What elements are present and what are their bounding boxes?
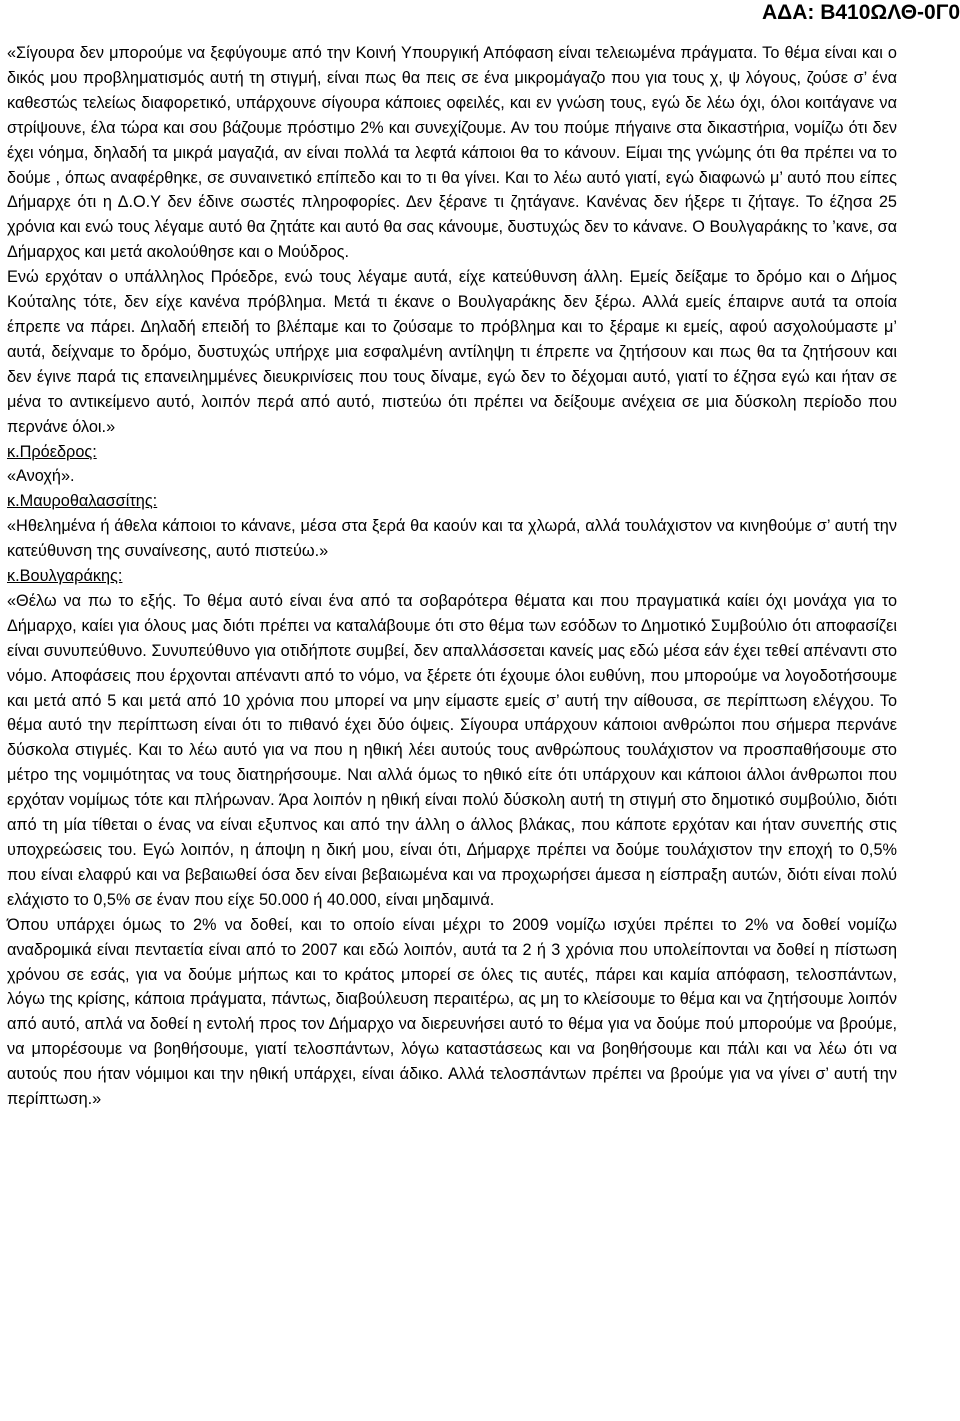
paragraph: Όπου υπάρχει όμως το 2% να δοθεί, και το οποίο είναι μέχρι το 2009 νομίζω ισχύει πρέπει το 2% να δοθεί νομίζω αναδρομικά είναι πενταετία είναι από το 2007 και εδώ λοιπόν, αυτά τα 2 ή 3 χρόνια που υπολείπονται να δοθεί η πίστωση χρόνου σε εσάς, για να δούμε μήπως και το κράτος μπορεί σε όλες τις αυτές, πάρει και καμία απόφαση, τελοσπάντων, λόγω της κρίσης, κάποια πράγματα, πάντως, διαβούλευση περαιτέρω, ας μη το κλείσουμε το θέμα και να ζητήσουμε λοιπόν από αυτό, απλά να δοθεί η εντολή προς τον Δήμαρχο να διερευνήσει αυτό το θέμα για να δούμε πού μπορούμε να βρούμε, να μπορέσουμε να βοηθήσουμε, γιατί τελοσπάντων, λόγω καταστάσεως και να βοηθήσουμε και πάλι και να λέω ότι να αυτούς που ήταν νόμιμοι και την ηθική υπάρχει, είναι άδικο. Αλλά τελοσπάντων πρέπει να βρούμε για να γίνει σ’ αυτή την περίπτωση.» — [7, 915, 897, 1109]
paragraph: Ενώ ερχόταν ο υπάλληλος Πρόεδρε, ενώ τους λέγαμε αυτά, είχε κατεύθυνση άλλη. Εμείς δείξαμε το δρόμο και ο Δήμος Κούταλης τότε, δεν είχε κανένα πρόβλημα. Μετά τι έκανε ο Βουλγαράκης δεν ξέρω. Αλλά εμείς έπαιρνε αυτά τα οποία έπρεπε να πάρει. Δηλαδή επειδή το βλέπαμε και το ζούσαμε το πρόβλημα και το ξέραμε κι εμείς, αφού ασχολούμαστε μ’ αυτά, δείχναμε το δρόμο, δυστυχώς υπήρχε μια εσφαλμένη αντίληψη τι έπρεπε να ζητήσουν και πως θα τα ζητήσουν και δεν έγινε παρά τις επανειλημμένες διευκρινίσεις που τους δίναμε, εγώ δεν το δέχομαι αυτό, γιατί το έζησα εγώ και ήταν σε μένα το αντικείμενο αυτό, λοιπόν περά από αυτό, πιστεύω ότι πρέπει να δείξουμε ανέχεια σε μια δύσκολη περίοδο που περνάνε όλοι.» — [7, 268, 897, 436]
paragraph: «Θέλω να πω το εξής. Το θέμα αυτό είναι ένα από τα σοβαρότερα θέματα και που πραγματικά καίει όχι μονάχα για το Δήμαρχο, καίει για όλους μας διότι πρέπει να καταλάβουμε ότι στο θέμα των εσόδων το Δημοτικό Συμβούλιο ότι αποφασίζει είναι συνυπεύθυνο. Συνυπεύθυνο για οτιδήποτε συμβεί, δεν απαλλάσσεται κανείς μας εδώ μέσα εάν έχει τεθεί απέναντι στο νόμο. Αποφάσεις που έρχονται απέναντι από το νόμο, να ξέρετε ότι έχουμε όλοι ευθύνη, που μπορούμε να λογοδοτήσουμε και μετά από 5 και μετά από 10 χρόνια που μπορεί να μην είμαστε εμείς σ’ αυτή την αίθουσα, σε περίπτωση ελέγχου. Το θέμα αυτό την περίπτωση είναι ότι το πιθανό έχει δύο όψεις. Σίγουρα υπάρχουν κάποιοι ανθρώποι που σήμερα περνάνε δύσκολα στιγμές. Και το λέω αυτό για να που η ηθική λέει αυτούς τους ανθρώπους τουλάχιστον να προσπαθήσουμε στο μέτρο της νομιμότητας να τους διατηρήσουμε. Ναι αλλά όμως το ηθικό είτε ότι υπάρχουν και κάποιοι άλλοι άνθρωποι που ερχόταν νομίμως τότε και πλήρωναν. Άρα λοιπόν η ηθική είναι πολύ δύσκολη αυτή τη στιγμή στο δημοτικό συμβούλιο, διότι από τη μία τίθεται ο ένας να είναι εξυπνος και από την άλλη ο άλλος βλάκας, που κάποτε ερχόταν και ήταν συνεπής στις υποχρεώσεις του. Εγώ λοιπόν, η άποψη η δική μου, είναι ότι, Δήμαρχε πρέπει να δούμε τουλάχιστον την εποχή το 0,5% που είναι ελαφρύ και να βεβαιωθεί όσα δεν είναι βεβαιωμένα και να προχωρήσει άμεσα η είσπραξη αυτών, διότι είναι πολύ ελάχιστο το 0,5% σε έναν που είχε 50.000 ή 40.000, είναι μηδαμινά. — [7, 591, 897, 909]
speaker-name: κ.Μαυροθαλασσίτης: — [7, 492, 158, 511]
speaker-name: κ.Βουλγαράκης: — [7, 567, 123, 586]
paragraph: «Σίγουρα δεν μπορούμε να ξεφύγουμε από την Κοινή Υπουργική Απόφαση είναι τελειωμένα πράγματα. Το θέμα είναι και ο δικός μου προβληματισμός αυτή τη στιγμή, είναι πως θα πεις σε ένα μικρομάγαζο που για τους χ, ψ λόγους, ζούσε σ’ ένα καθεστώς τελείως διαφορετικό, υπάρχουνε σίγουρα κάποιες οφειλές, και εν γνώση τους, εγώ δε λέω όχι, όλοι κοιτάγανε να στρίψουνε, έλα τώρα και σου βάζουμε πρόστιμο 2% και συνεχίζουμε. Αν του πούμε πήγαινε στα δικαστήρια, νομίζω ότι δεν έχει νόημα, δηλαδή τα μικρά μαγαζιά, αν είναι πολλά τα λεφτά κάποιοι θα το κάνουν. Είμαι της γνώμης ότι θα πρέπει να το δούμε , όπως αναφέρθηκε, σε συναινετικό επίπεδο και το τι θα γίνει. Και το λέω αυτό γιατί, εγώ διαφωνώ μ’ αυτό που είπες Δήμαρχε ότι η Δ.Ο.Υ δεν έδινε σωστές πληροφορίες. Δεν ξέρανε τι ζητάγανε. Κανένας δεν ήξερε τι ζήταγε. Το έζησα 25 χρόνια και ενώ τους λέγαμε αυτό θα ζητάτε και αυτό θα σας κάνουμε, δυστυχώς δεν το κάνανε. Ο Βουλγαράκης το ’κανε, σα Δήμαρχος και μετά ακολούθησε και ο Μούδρος. — [7, 44, 897, 262]
paragraph: «Ανοχή». — [7, 467, 75, 486]
speaker-name: κ.Πρόεδρος: — [7, 442, 97, 461]
document-body — [7, 41, 897, 1112]
ada-identifier: ΑΔΑ: Β410ΩΛΘ-0Γ0 — [761, 1, 960, 24]
paragraph: «Ηθελημένα ή άθελα κάποιοι το κάνανε, μέσα στα ξερά θα καούν και τα χλωρά, αλλά τουλάχιστον να κινηθούμε σ’ αυτή την κατεύθυνση της συναίνεσης, αυτό πιστεύω.» — [7, 517, 897, 561]
